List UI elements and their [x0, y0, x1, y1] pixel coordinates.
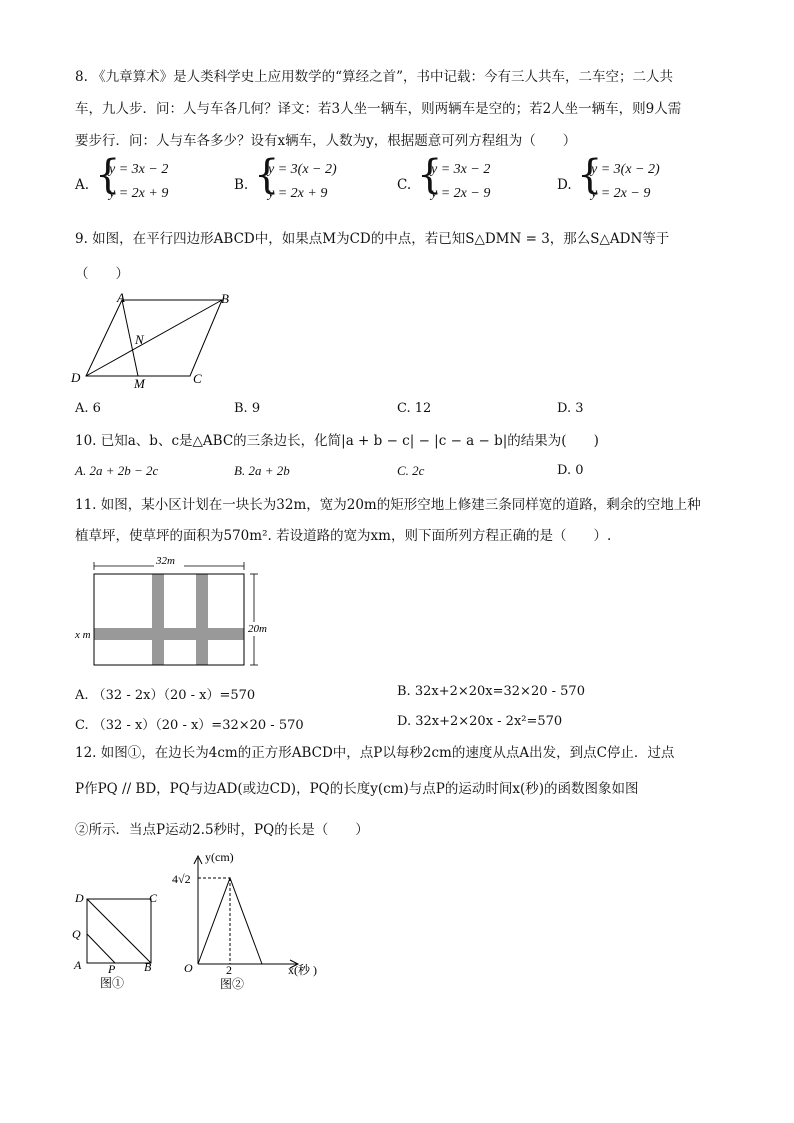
peak-label: 4√2 [172, 872, 191, 886]
label-b: B [221, 291, 229, 306]
label-a: A [117, 290, 125, 305]
q11-line2: 植草坪，使草坪的面积为570m². 若设道路的宽为xm，则下面所列方程正确的是（ ）. [75, 528, 612, 544]
q8-option-c-eq2: y = 2x − 9 [431, 186, 491, 201]
fig1-caption: 图① [100, 976, 125, 990]
q12-line2: P作PQ // BD，PQ与边AD(或边CD)，PQ的长度y(cm)与点P的运动时间x(秒)的函数图象如图 [75, 781, 639, 797]
label-d: D [71, 370, 81, 385]
label-32m: 32m [156, 555, 175, 567]
q8-option-d-eq2: y = 2x − 9 [591, 186, 651, 201]
road-figure [72, 550, 282, 670]
q11-option-b[interactable]: B. 32x+2×20x=32×20 - 570 [397, 684, 585, 699]
road-horizontal [94, 628, 244, 640]
q8-option-a-eq1: y = 3x − 2 [109, 162, 169, 177]
q9-line1: 9. 如图，在平行四边形ABCD中，如果点M为CD的中点，若已知S△DMN = 3，那么S△ADN等于 [75, 231, 670, 247]
q8-option-d-label: D. [557, 177, 572, 193]
q11-line1: 11. 如图，某小区计划在一块长为32m，宽为20m的矩形空地上修建三条同样宽的道路，剩余的空地上种 [75, 497, 701, 513]
x-axis-label: x(秒 ) [288, 963, 317, 977]
brace-icon: { [417, 152, 443, 198]
label-c: C [149, 891, 158, 905]
q12-line1: 12. 如图①，在边长为4cm的正方形ABCD中，点P以每秒2cm的速度从点A出发，到点C停止．过点 [75, 745, 675, 761]
label-xm: x m [75, 629, 91, 641]
label-a: A [74, 958, 82, 972]
q9-option-b[interactable]: B. 9 [234, 401, 261, 416]
diagonal-db [87, 899, 151, 963]
q10-option-c[interactable]: C. 2c [397, 463, 425, 478]
q11-option-d[interactable]: D. 32x+2×20x - 2x²=570 [397, 714, 563, 729]
label-d: D [75, 891, 84, 905]
q8-option-a-label: A. [75, 177, 90, 193]
square-figure [66, 885, 176, 995]
q8-option-b-eq2: y = 2x + 9 [268, 186, 328, 201]
q8-option-d-eq1: y = 3(x − 2) [591, 162, 660, 177]
brace-icon: { [577, 152, 603, 198]
q12-line3: ②所示．当点P运动2.5秒时，PQ的长是（ ） [75, 822, 369, 838]
q10-option-d[interactable]: D. 0 [557, 463, 584, 478]
road-vertical-1 [152, 574, 164, 665]
q11-option-c[interactable]: C. （32 - x）（20 - x）=32×20 - 570 [75, 718, 304, 733]
label-n: N [135, 332, 144, 347]
fig2-caption: 图② [220, 977, 245, 991]
label-q: Q [72, 927, 81, 941]
q8-line1: 8. 《九章算术》是人类科学史上应用数学的“算经之首”，书中记载：今有三人共车，二车空；二人共 [75, 69, 673, 85]
function-graph [168, 846, 338, 996]
q8-option-b[interactable] [234, 152, 384, 210]
q8-line3: 要步行．问：人与车各多少？设有x辆车，人数为y，根据题意可列方程组为（ ） [75, 133, 577, 149]
q8-option-a[interactable] [75, 152, 225, 210]
q9-option-d[interactable]: D. 3 [557, 401, 584, 416]
y-axis-label: y(cm) [205, 850, 234, 864]
q9-line2: （ ） [75, 266, 129, 282]
brace-icon: { [95, 152, 121, 198]
road-vertical-2 [196, 574, 208, 665]
field-rect [94, 574, 244, 665]
q10-option-b[interactable]: B. 2a + 2b [234, 463, 290, 478]
q8-option-d[interactable] [557, 152, 717, 210]
label-m: M [134, 376, 145, 391]
brace-icon: { [254, 152, 280, 198]
q11-option-a[interactable]: A. （32 - 2x）（20 - x）=570 [75, 688, 256, 703]
q10-option-a[interactable]: A. 2a + 2b − 2c [75, 463, 159, 478]
label-20m: 20m [248, 623, 267, 635]
label-b: B [144, 960, 152, 974]
segment-pq [87, 934, 115, 963]
label-c: C [193, 371, 202, 386]
q9-option-a[interactable]: A. 6 [75, 401, 101, 416]
q8-option-b-eq1: y = 3(x − 2) [268, 162, 337, 177]
q8-line2: 车，九人步．问：人与车各几何？译文：若3人坐一辆车，则两辆车是空的；若2人坐一辆车，则9人需 [75, 101, 682, 117]
x-tick-2: 2 [226, 963, 232, 977]
q8-option-c-label: C. [397, 177, 412, 193]
q8-option-a-eq2: y = 2x + 9 [109, 186, 169, 201]
q8-option-b-label: B. [234, 177, 249, 193]
q9-option-c[interactable]: C. 12 [397, 401, 432, 416]
q8-option-c-eq1: y = 3x − 2 [431, 162, 491, 177]
parallelogram-figure [66, 288, 246, 392]
q8-option-c[interactable] [397, 152, 547, 210]
label-p: P [108, 962, 116, 976]
diagonal-db [86, 300, 222, 376]
origin-label: O [184, 961, 193, 975]
q10-line1: 10. 已知a、b、c是△ABC的三条边长，化简|a + b − c| − |c − a − b|的结果为( ) [75, 433, 599, 449]
